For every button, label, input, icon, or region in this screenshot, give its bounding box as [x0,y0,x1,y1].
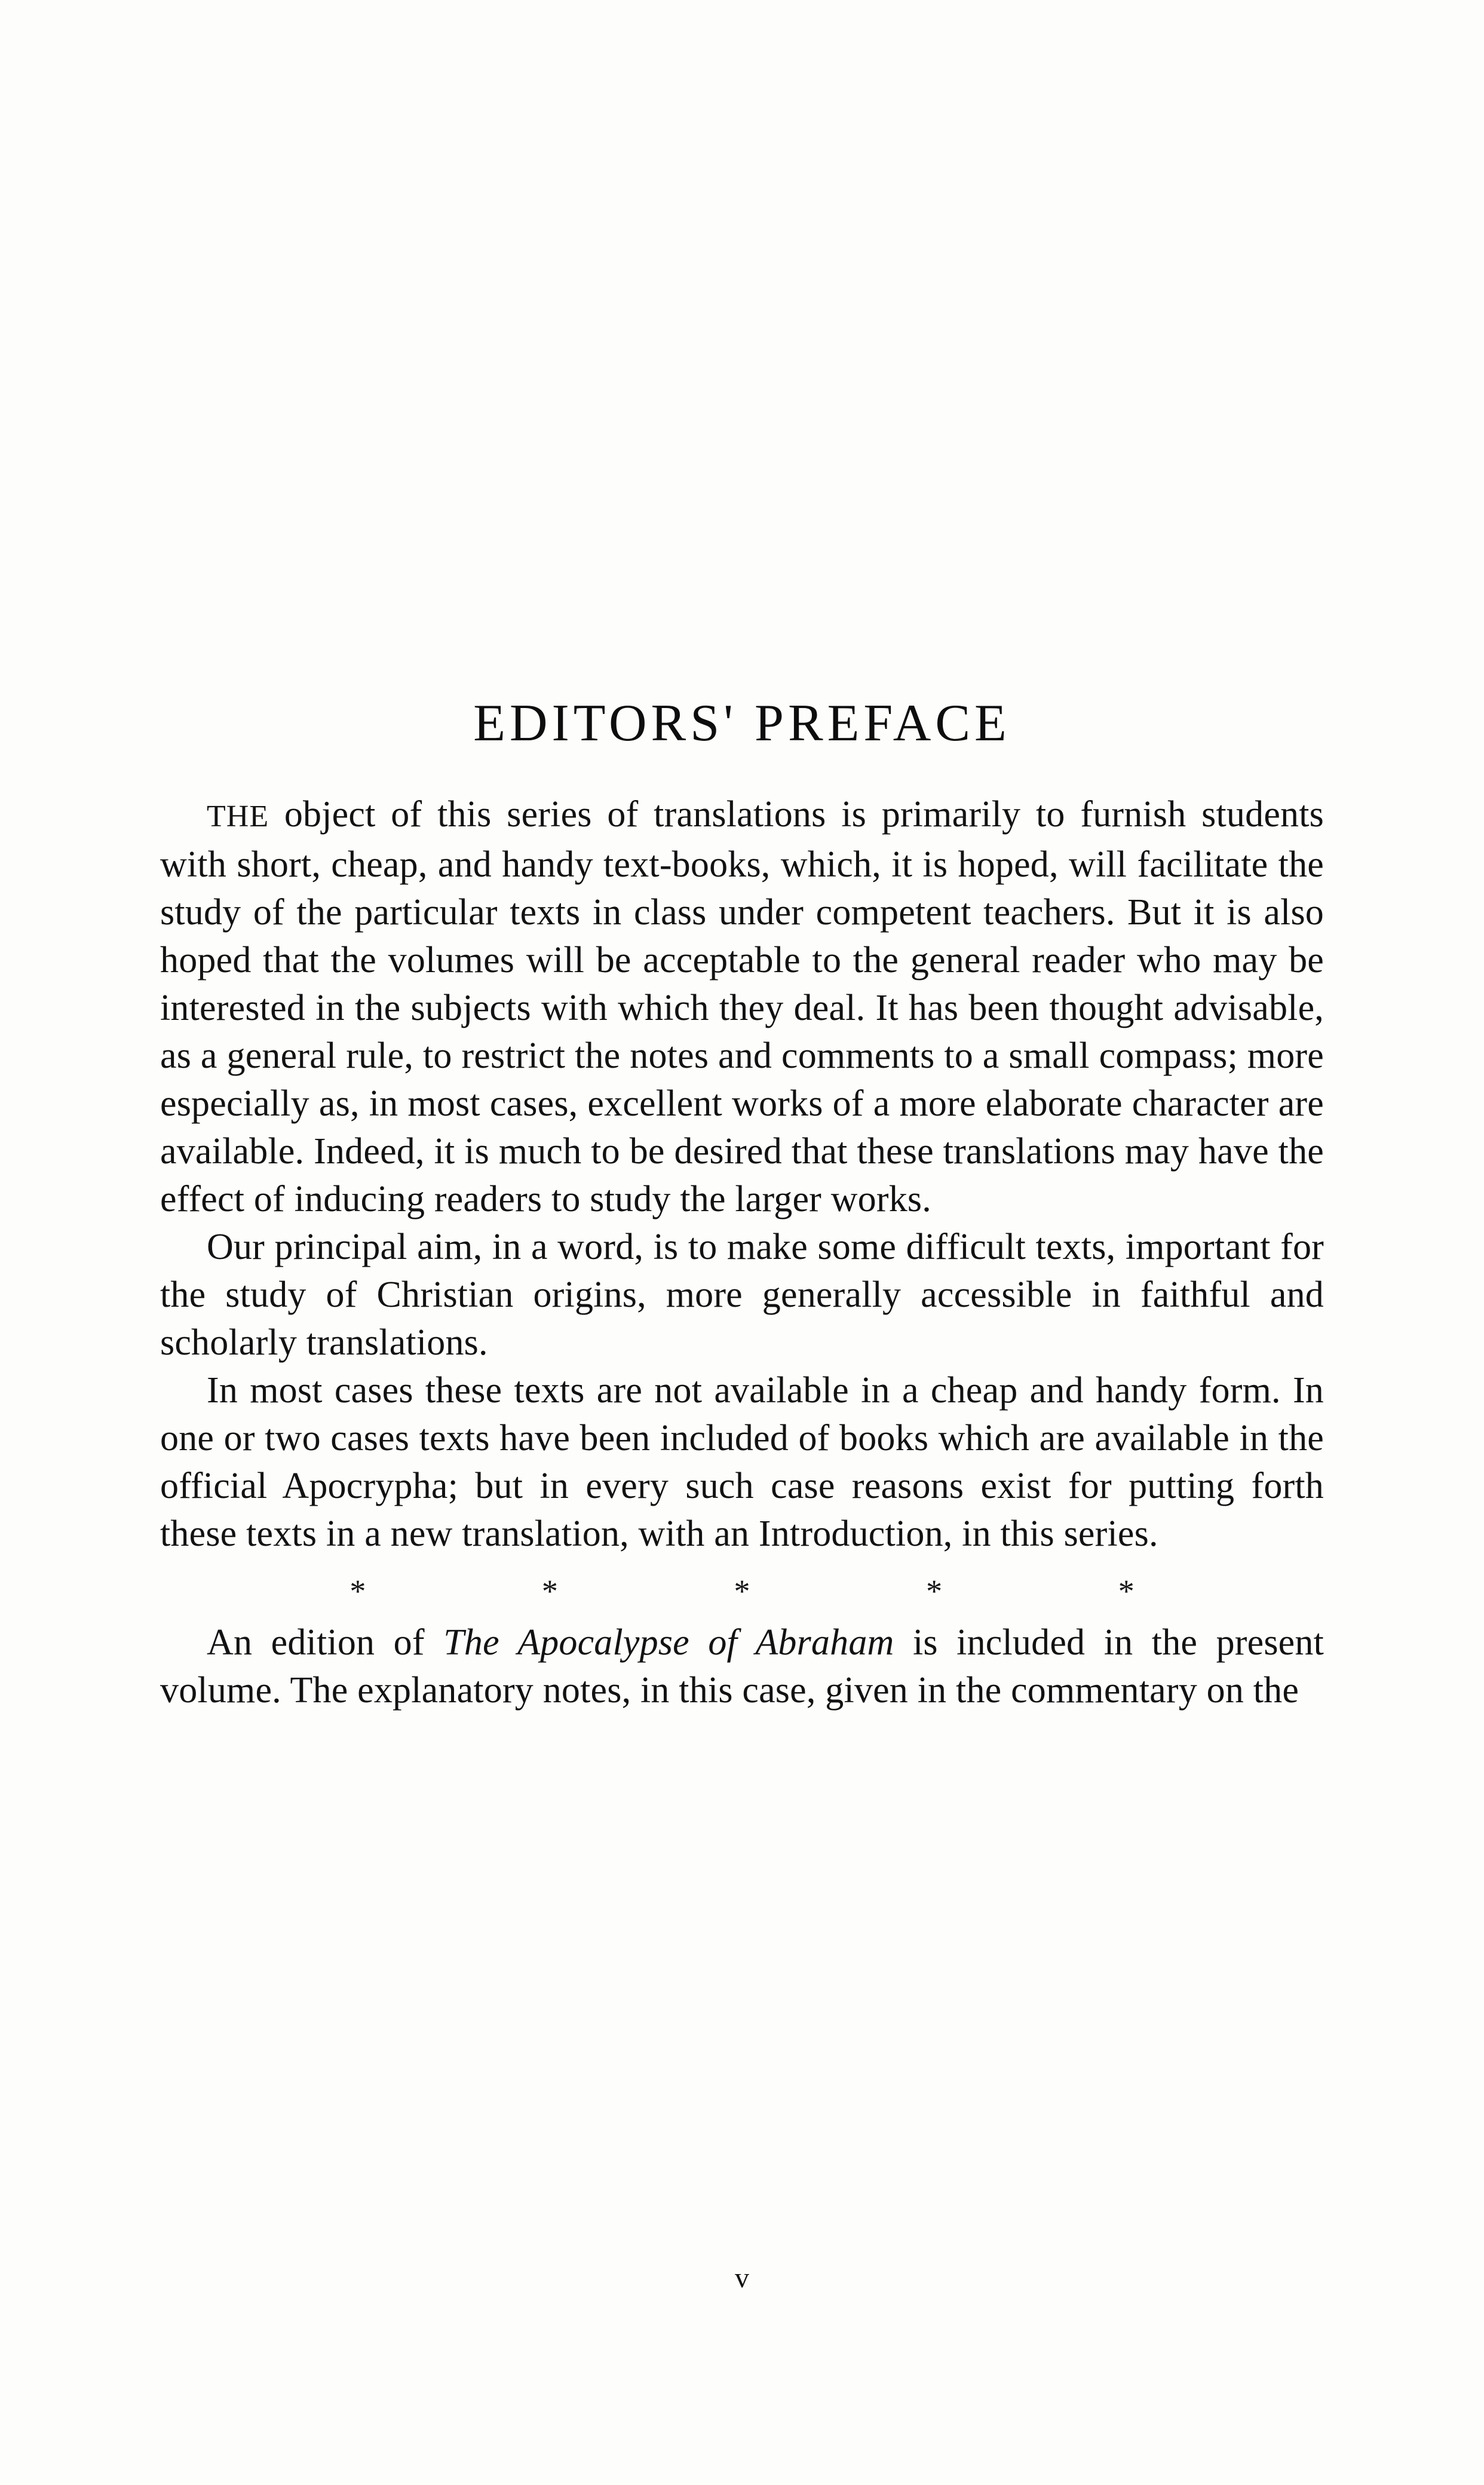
asterisk-5: * [1118,1573,1135,1609]
page-body [160,693,1324,1714]
page-number: v [735,2262,749,2294]
lead-small-caps: THE [207,799,269,834]
work-title: The Apocalypse of Abraham [443,1622,894,1663]
paragraph-4-before-title: An edition of [207,1622,444,1663]
asterisk-4: * [926,1573,943,1609]
asterisk-1: * [349,1573,366,1609]
asterisk-2: * [541,1573,558,1609]
paragraph-3: In most cases these texts are not available in a cheap and handy form. In one or two cases texts have been included of books which are available in the official Apocrypha; but in every such case reasons exist for putting forth these texts in a new translation, with an Introduction, in this series. [160,1370,1324,1554]
paragraph-2: Our principal aim, in a word, is to make some difficult texts, important for the study of Christian origins, more generally accessible in faithful and scholarly translations. [160,1227,1324,1363]
asterisk-divider [160,1573,1324,1609]
paragraph-4-after-title: is included in the present volume. The explanatory notes, in this case, given in the commentary on the [160,1622,1324,1711]
paragraph-4 [160,1619,1324,1714]
asterisk-3: * [734,1573,750,1609]
paragraph-1 [160,790,1324,1223]
page-title: EDITORS' PREFACE [473,694,1011,752]
paragraph-1-text: object of this series of translations is primarily to furnish students with short, cheap, and handy text-books, which, it is hoped, will facilitate the study of the particular texts in class under competent teachers. But it is also hoped that the volumes will be acceptable to the general reader who may be interested in the subjects with which they deal. It has been thought advisable, as a general rule, to restrict the notes and comments to a small compass; more especially as, in most cases, excellent works of a more elaborate character are available. Indeed, it is much to be desired that these translations may have the effect of inducing readers to study the larger works. [160,794,1324,1219]
